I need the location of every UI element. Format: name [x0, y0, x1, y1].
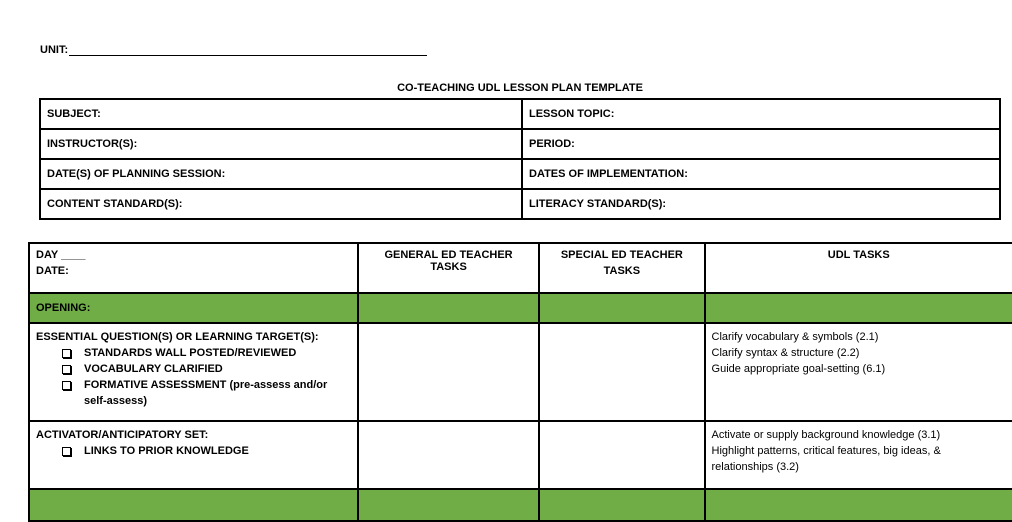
special-ed-header [539, 243, 704, 293]
subject-cell[interactable]: SUBJECT: [40, 99, 522, 129]
planning-dates-cell[interactable]: DATE(S) OF PLANNING SESSION: [40, 159, 522, 189]
udl-label: UDL TASKS [827, 249, 890, 261]
checklist-item[interactable] [58, 361, 351, 377]
general-ed-label: GENERAL ED TEACHER TASKS [384, 249, 513, 273]
checklist-item-label: VOCABULARY CLARIFIED [84, 363, 223, 375]
next-section-cell [539, 489, 704, 521]
udl-task: Guide appropriate goal-setting (6.1) [711, 363, 886, 375]
instructors-cell[interactable]: INSTRUCTOR(S): [40, 129, 522, 159]
udl-task: Clarify vocabulary & symbols (2.1) [711, 331, 879, 343]
next-section-cell [29, 489, 358, 521]
period-cell[interactable]: PERIOD: [522, 129, 1000, 159]
lesson-topic-cell[interactable]: LESSON TOPIC: [522, 99, 1000, 129]
checklist-item[interactable] [58, 443, 351, 459]
activator-checklist [36, 443, 351, 459]
activator-udl-cell [705, 421, 1012, 489]
special-ed-label-line2: TASKS [603, 265, 641, 277]
essential-special-cell[interactable] [539, 323, 704, 421]
udl-task: Clarify syntax & structure (2.2) [711, 347, 860, 359]
essential-question-heading: ESSENTIAL QUESTION(S) OR LEARNING TARGET(S): [36, 331, 319, 343]
next-section-cell [358, 489, 539, 521]
plan-header-row [29, 243, 1012, 293]
activator-special-cell[interactable] [539, 421, 704, 489]
activator-general-cell[interactable] [358, 421, 539, 489]
opening-udl-cell[interactable] [705, 293, 1012, 323]
checklist-item-label: FORMATIVE ASSESSMENT (pre-assess and/or [84, 379, 328, 391]
day-date-header [29, 243, 358, 293]
checkbox-icon[interactable] [62, 349, 71, 358]
checkbox-icon[interactable] [62, 365, 71, 374]
essential-general-cell[interactable] [358, 323, 539, 421]
opening-special-cell[interactable] [539, 293, 704, 323]
document-title: CO-TEACHING UDL LESSON PLAN TEMPLATE [397, 82, 643, 94]
essential-checklist [36, 345, 351, 409]
checklist-item[interactable] [58, 377, 351, 409]
udl-task: Activate or supply background knowledge (3.1) [711, 429, 941, 441]
opening-general-cell[interactable] [358, 293, 539, 323]
activator-row [29, 421, 1012, 489]
info-row [40, 189, 1000, 219]
next-section-row [29, 489, 1012, 521]
activator-cell [29, 421, 358, 489]
unit-label: UNIT: [40, 44, 69, 56]
special-ed-label-line1: SPECIAL ED TEACHER [560, 249, 683, 261]
info-row [40, 99, 1000, 129]
essential-question-cell [29, 323, 358, 421]
lesson-plan-table [28, 242, 1012, 522]
essential-udl-cell [705, 323, 1012, 421]
essential-question-row [29, 323, 1012, 421]
udl-header [705, 243, 1012, 293]
literacy-standards-cell[interactable]: LITERACY STANDARD(S): [522, 189, 1000, 219]
checkbox-icon[interactable] [62, 381, 71, 390]
checklist-item-label-cont: self-assess) [84, 395, 147, 407]
opening-row [29, 293, 1012, 323]
unit-field [40, 44, 427, 56]
general-ed-header [358, 243, 539, 293]
info-row [40, 129, 1000, 159]
activator-heading: ACTIVATOR/ANTICIPATORY SET: [36, 429, 209, 441]
checkbox-icon[interactable] [62, 447, 71, 456]
checklist-item[interactable] [58, 345, 351, 361]
udl-task: Highlight patterns, critical features, big ideas, & [711, 445, 941, 457]
info-row [40, 159, 1000, 189]
checklist-item-label: LINKS TO PRIOR KNOWLEDGE [84, 445, 249, 457]
date-label: DATE: [36, 265, 69, 277]
next-section-cell [705, 489, 1012, 521]
content-standards-cell[interactable]: CONTENT STANDARD(S): [40, 189, 522, 219]
lesson-info-table [39, 98, 1001, 220]
unit-blank-line[interactable] [69, 44, 427, 56]
opening-label: OPENING: [29, 293, 358, 323]
implementation-dates-cell[interactable]: DATES OF IMPLEMENTATION: [522, 159, 1000, 189]
udl-task: relationships (3.2) [711, 461, 799, 473]
day-label: DAY ____ [36, 249, 86, 261]
checklist-item-label: STANDARDS WALL POSTED/REVIEWED [84, 347, 297, 359]
